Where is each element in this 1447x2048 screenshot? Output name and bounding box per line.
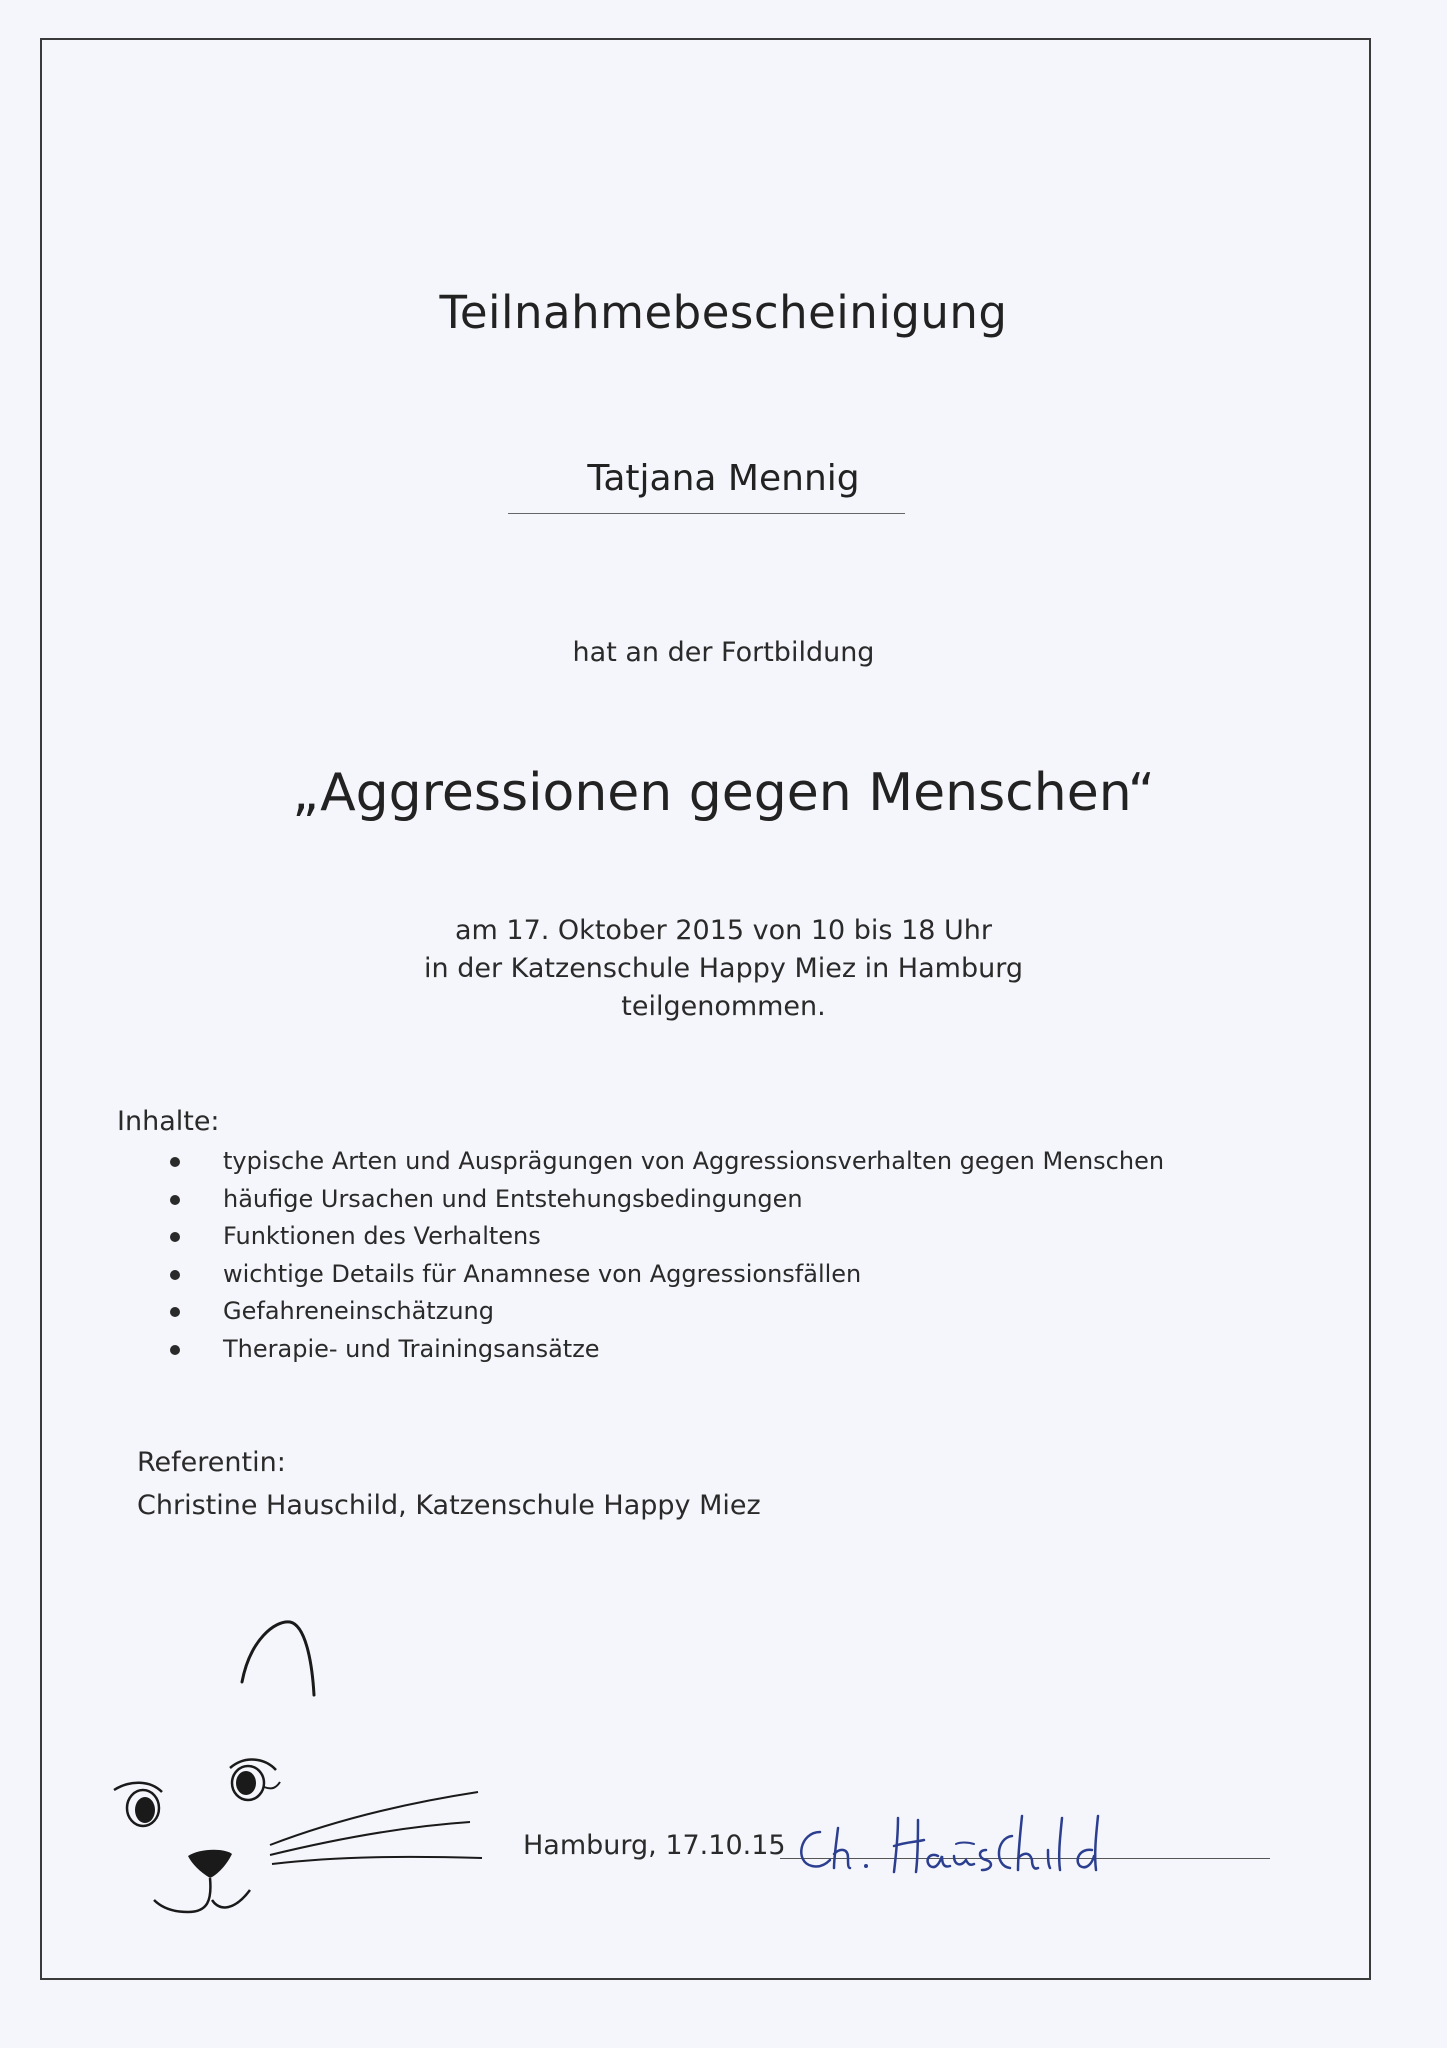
referent-label: Referentin: [137, 1447, 286, 1478]
bullet-icon [170, 1157, 180, 1167]
cat-face-sketch-icon [100, 1600, 500, 1930]
list-item: Funktionen des Verhaltens [168, 1218, 1164, 1256]
bullet-icon [170, 1307, 180, 1317]
referent-name: Christine Hauschild, Katzenschule Happy Miez [137, 1490, 761, 1521]
bullet-icon [170, 1345, 180, 1355]
name-underline [508, 513, 905, 514]
course-date: am 17. Oktober 2015 von 10 bis 18 Uhr [454, 915, 992, 946]
bullet-icon [170, 1270, 180, 1280]
intro-text: hat an der Fortbildung [572, 637, 875, 668]
list-item: Therapie- und Trainingsansätze [168, 1331, 1164, 1369]
handwritten-signature [790, 1810, 1130, 1880]
course-details [0, 912, 1447, 1026]
list-item: Gefahreneinschätzung [168, 1293, 1164, 1331]
bullet-icon [170, 1232, 180, 1242]
bullet-icon [170, 1195, 180, 1205]
list-item: häufige Ursachen und Entstehungsbedingungen [168, 1181, 1164, 1219]
certificate-title: Teilnahmebescheinigung [439, 286, 1008, 339]
course-title: „Aggressionen gegen Menschen“ [292, 763, 1155, 823]
contents-label: Inhalte: [117, 1106, 220, 1137]
course-participated: teilgenommen. [621, 991, 826, 1022]
list-item: wichtige Details für Anamnese von Aggressionsfällen [168, 1256, 1164, 1294]
course-location: in der Katzenschule Happy Miez in Hamburg [424, 953, 1023, 984]
place-date: Hamburg, 17.10.15 [523, 1830, 786, 1861]
list-item: typische Arten und Ausprägungen von Aggressionsverhalten gegen Menschen [168, 1143, 1164, 1181]
participant-name: Tatjana Mennig [587, 458, 860, 499]
contents-list [168, 1143, 1164, 1368]
